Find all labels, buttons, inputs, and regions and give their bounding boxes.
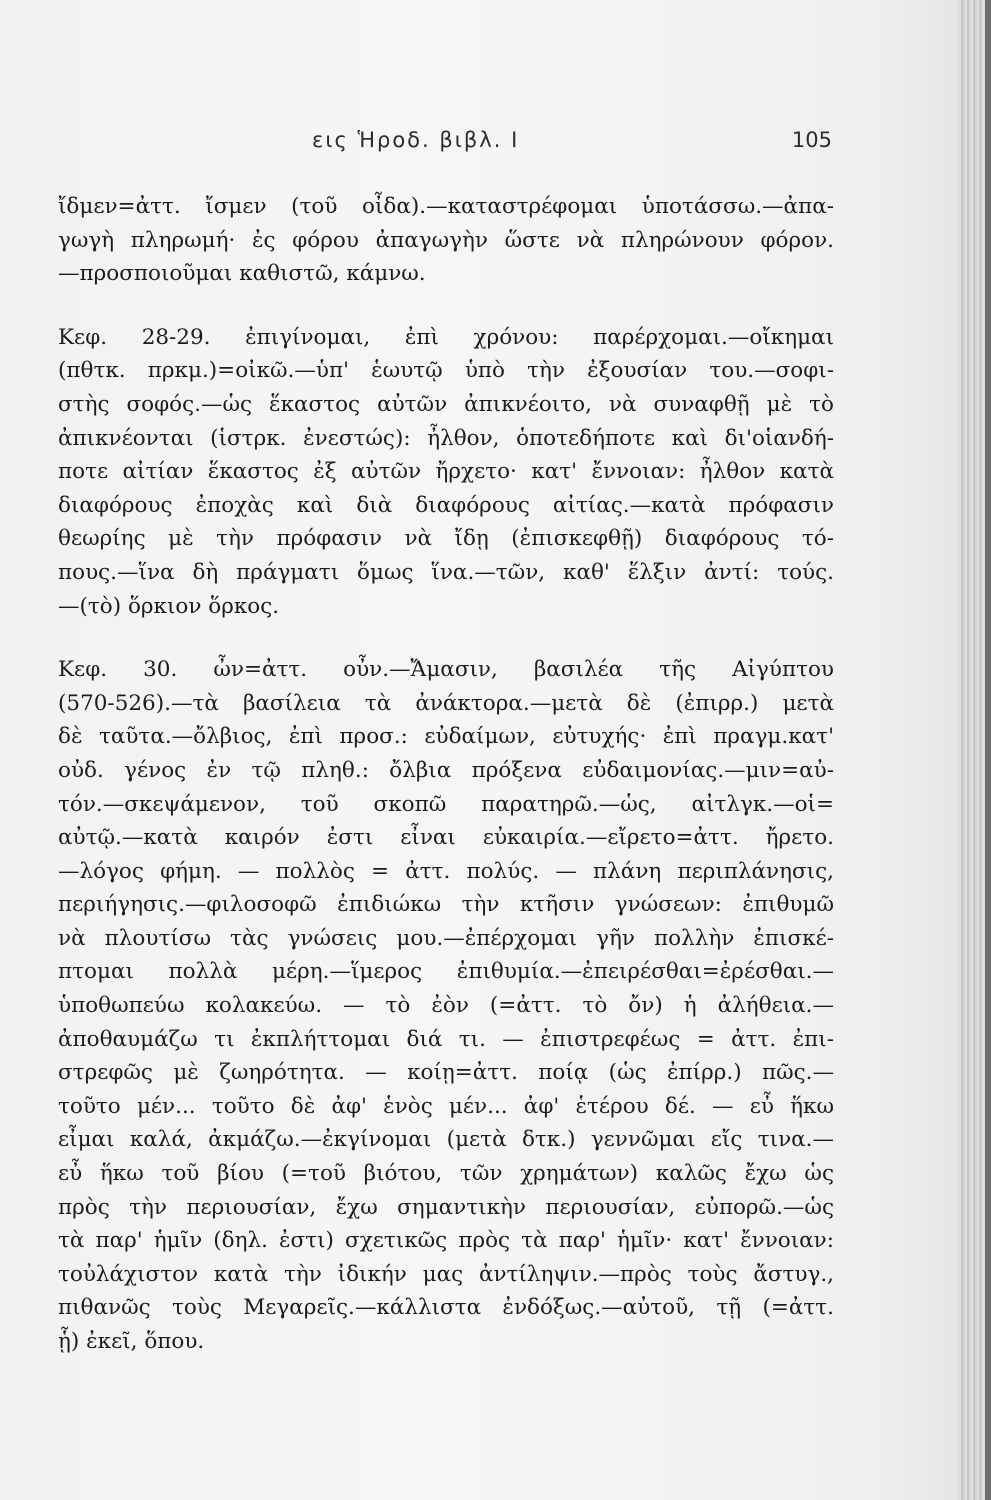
text-line: στὴς σοφός.—ὡς ἕκαστος αὐτῶν ἀπικνέοιτο, νὰ συναφθῇ μὲ τὸ [58,391,834,417]
body-text [58,190,834,1359]
text-line: πτομαι πολλὰ μέρη.—ἵμερος ἐπιθυμία.—ἐπειρέσθαι=ἐρέσθαι.— [58,959,834,985]
text-line: περιήγησις.—φιλοσοφῶ ἐπιδιώκω τὴν κτῆσιν γνώσεων: ἐπιθυμῶ [58,892,834,918]
text-line: τόν.—σκεψάμενον, τοῦ σκοπῶ παρατηρῶ.—ὡς, αἰτλγκ.—οἱ= [58,791,834,817]
text-line: πους.—ἵνα δὴ πράγματι ὅμως ἵνα.—τῶν, καθ' ἕλξιν ἀντί: τούς. [58,559,834,585]
text-line: Κεφ. 28-29. ἐπιγίνομαι, ἐπὶ χρόνου: παρέρχομαι.—οἴκημαι [58,324,834,350]
text-line: εἶμαι καλά, ἀκμάζω.—ἐκγίνομαι (μετὰ δτκ.) γεννῶμαι εἴς τινα.— [58,1127,834,1153]
text-line: γωγὴ πληρωμή· ἐς φόρου ἀπαγωγὴν ὥστε νὰ πληρώνουν φόρον. [58,227,834,253]
text-line: αὐτῷ.—κατὰ καιρόν ἐστι εἶναι εὐκαιρία.—εἴρετο=ἀττ. ἤρετο. [58,825,834,851]
text-line: Κεφ. 30. ὦν=ἀττ. οὖν.—Ἄμασιν, βασιλέα τῆς Αἰγύπτου [58,657,834,683]
text-line: πιθανῶς τοὺς Μεγαρεῖς.—κάλλιστα ἐνδόξως.—αὐτοῦ, τῇ (=ἀττ. [58,1295,834,1321]
text-line: εὖ ἥκω τοῦ βίου (=τοῦ βιότου, τῶν χρημάτων) καλῶς ἔχω ὡς [58,1161,834,1187]
page-number: 105 [791,128,832,152]
text-line: ᾗ) ἐκεῖ, ὅπου. [58,1329,205,1354]
page-header [312,128,832,158]
text-line: ἴδμεν=ἀττ. ἴσμεν (τοῦ οἶδα).—καταστρέφομαι ὑποτάσσω.—ἀπα- [58,194,834,219]
text-line: ποτε αἰτίαν ἕκαστος ἐξ αὐτῶν ἤρχετο· κατ' ἔννοιαν: ἦλθον κατὰ [58,459,834,485]
text-line: νὰ πλουτίσω τὰς γνώσεις μου.—ἐπέρχομαι γῆν πολλὴν ἐπισκέ- [58,925,834,951]
text-line: πρὸς τὴν περιουσίαν, ἔχω σημαντικὴν περιουσίαν, εὐπορῶ.—ὡς [58,1194,834,1220]
text-line: τοὐλάχιστον κατὰ τὴν ἰδικήν μας ἀντίληψιν.—πρὸς τοὺς ἄστυγ., [58,1261,834,1287]
running-title: εις Ἡροδ. βιβλ. Ι [312,128,520,152]
text-line: ἀπικνέονται (ἱστρκ. ἐνεστώς): ἦλθον, ὁποτεδήποτε καὶ δι'οἱανδή- [58,425,834,451]
text-line: —λόγος φήμη. — πολλὸς = ἀττ. πολύς. — πλάνη περιπλάνησις, [58,858,834,884]
text-line: ὑποθωπεύω κολακεύω. — τὸ ἐὸν (=ἀττ. τὸ ὄν) ἡ ἀλήθεια.— [58,993,834,1019]
text-line: (570-526).—τὰ βασίλεια τὰ ἀνάκτορα.—μετὰ δὲ (ἐπιρρ.) μετὰ [58,690,834,716]
text-line: δὲ ταῦτα.—ὄλβιος, ἐπὶ προσ.: εὐδαίμων, εὐτυχής· ἐπὶ πραγμ.κατ' [58,724,834,750]
text-line: ἀποθαυμάζω τι ἐκπλήττομαι διά τι. — ἐπιστρεφέως = ἀττ. ἐπι- [58,1026,834,1052]
paragraph-gap [58,291,834,321]
text-line: οὐδ. γένος ἐν τῷ πληθ.: ὄλβια πρόξενα εὐδαιμονίας.—μιν=αὐ- [58,757,834,783]
paragraph-gap [58,623,834,653]
text-line: θεωρίης μὲ τὴν πρόφασιν νὰ ἴδῃ (ἐπισκεφθῇ) διαφόρους τό- [58,526,834,552]
text-line: τοῦτο μέν... τοῦτο δὲ ἀφ' ἑνὸς μέν... ἀφ' ἑτέρου δέ. — εὖ ἥκω [58,1093,834,1119]
text-line: στρεφῶς μὲ ζωηρότητα. — κοίῃ=ἀττ. ποίᾳ (ὡς ἐπίρρ.) πῶς.— [58,1060,834,1086]
text-line: —(τὸ) ὅρκιον ὅρκος. [58,593,280,619]
text-line: (πθτκ. πρκμ.)=οἰκῶ.—ὑπ' ἑωυτῷ ὑπὸ τὴν ἐξουσίαν του.—σοφι- [58,358,834,384]
text-line: —προσποιοῦμαι καθιστῶ, κάμνω. [58,261,426,287]
text-line: διαφόρους ἐποχὰς καὶ διὰ διαφόρους αἰτίας.—κατὰ πρόφασιν [58,492,834,518]
book-cover-edge [985,0,991,1500]
text-line: τὰ παρ' ἡμῖν (δηλ. ἐστι) σχετικῶς πρὸς τὰ παρ' ἡμῖν· κατ' ἔννοιαν: [58,1228,834,1254]
